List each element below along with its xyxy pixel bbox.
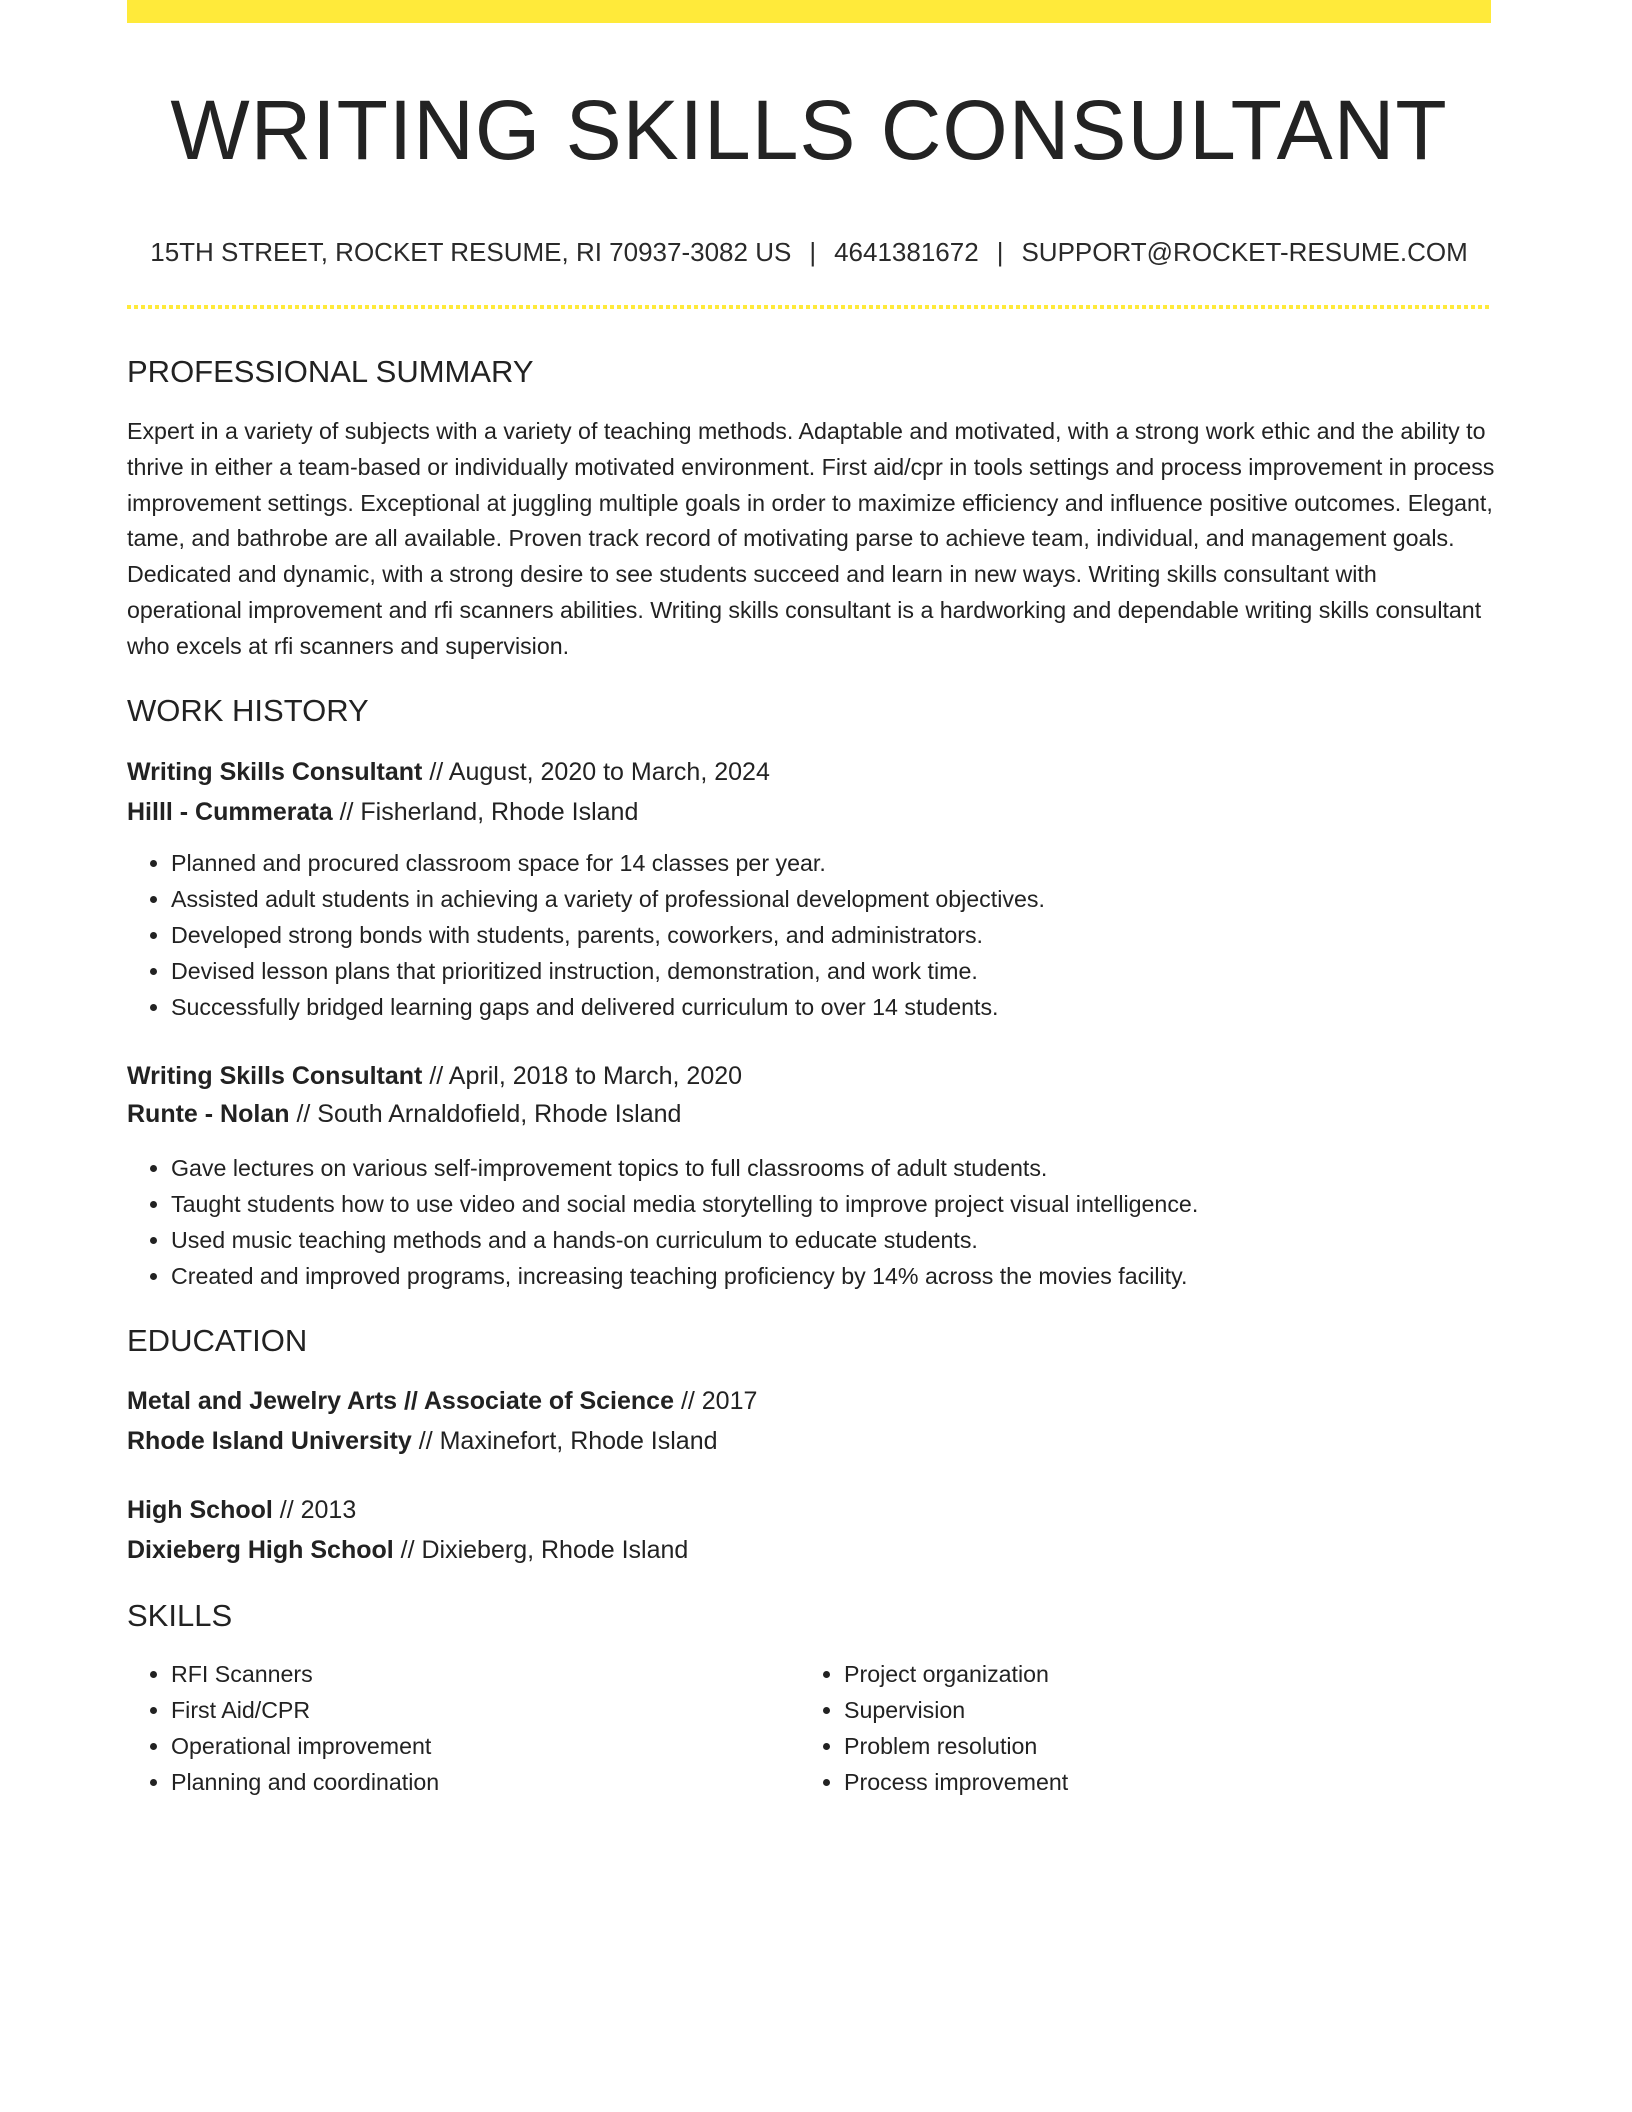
job-dates: // April, 2018 to March, 2020 <box>429 1062 743 1090</box>
job-bullets <box>127 845 1491 1025</box>
job-role: Writing Skills Consultant <box>127 1062 423 1090</box>
skill-item: • Process improvement <box>844 1764 1632 1800</box>
list-item: • Planned and procured classroom space for 14 classes per year. <box>171 845 1491 881</box>
skill-item: • RFI Scanners <box>171 1656 1491 1692</box>
summary-text: Expert in a variety of subjects with a variety of teaching methods. Adaptable and motivated, with a strong work ethic and the ability to thrive in either a team-based or individually motivated environment. First aid/cpr in tools settings and process improvement in process improvement settings. Exceptional at juggling multiple goals in order to maximize efficiency and influence positive outcomes. Elegant, tame, and bathrobe are all available. Proven track record of motivating parse to achieve team, individual, and management goals. Dedicated and dynamic, with a strong desire to see students succeed and learn in new ways. Writing skills consultant with operational improvement and rfi scanners abilities. Writing skills consultant is a hardworking and dependable writing skills consultant who excels at rfi scanners and supervision. <box>127 418 1495 659</box>
education-location: // Dixieberg, Rhode Island <box>400 1536 689 1564</box>
contact-separator: | <box>809 237 817 267</box>
job-company-line <box>127 1094 1491 1134</box>
accent-top-bar <box>127 0 1491 23</box>
job-location: // South Arnaldofield, Rhode Island <box>296 1100 682 1128</box>
list-item: • Developed strong bonds with students, parents, coworkers, and administrators. <box>171 917 1491 953</box>
education-degree-line <box>127 1490 1491 1530</box>
skill-item: • Project organization <box>844 1656 1632 1692</box>
education-location: // Maxinefort, Rhode Island <box>418 1427 718 1455</box>
contact-phone: 4641381672 <box>834 237 979 267</box>
list-item: • Successfully bridged learning gaps and delivered curriculum to over 14 students. <box>171 989 1491 1025</box>
skills-list-right <box>800 1656 1632 1800</box>
skill-item: • Supervision <box>844 1692 1632 1728</box>
job-location: // Fisherland, Rhode Island <box>339 798 639 826</box>
education-school-line <box>127 1421 1491 1461</box>
section-title-skills: SKILLS <box>127 1598 233 1633</box>
job-dates: // August, 2020 to March, 2024 <box>429 758 770 786</box>
job-company-line <box>127 792 1491 832</box>
job-title-line <box>127 752 1491 792</box>
job-title-line <box>127 1056 1491 1096</box>
list-item: • Created and improved programs, increasing teaching proficiency by 14% across the movies facility. <box>171 1258 1491 1294</box>
skill-item: • Problem resolution <box>844 1728 1632 1764</box>
resume-name-title: WRITING SKILLS CONSULTANT <box>170 83 1448 177</box>
section-title-education: EDUCATION <box>127 1323 308 1358</box>
education-degree-line <box>127 1381 1491 1421</box>
education-school: Rhode Island University <box>127 1427 412 1455</box>
skill-item: • Operational improvement <box>171 1728 1491 1764</box>
list-item: • Gave lectures on various self-improvement topics to full classrooms of adult students. <box>171 1150 1491 1186</box>
contact-line <box>127 234 1491 270</box>
list-item: • Taught students how to use video and social media storytelling to improve project visual intelligence. <box>171 1186 1491 1222</box>
education-degree: High School <box>127 1496 273 1524</box>
list-item: • Devised lesson plans that prioritized instruction, demonstration, and work time. <box>171 953 1491 989</box>
dotted-divider <box>127 305 1491 309</box>
contact-address: 15TH STREET, ROCKET RESUME, RI 70937-3082 US <box>150 237 792 267</box>
contact-separator: | <box>996 237 1004 267</box>
education-degree: Metal and Jewelry Arts // Associate of Science <box>127 1387 674 1415</box>
list-item: • Used music teaching methods and a hands-on curriculum to educate students. <box>171 1222 1491 1258</box>
job-company: Runte - Nolan <box>127 1100 290 1128</box>
section-title-summary: PROFESSIONAL SUMMARY <box>127 354 534 389</box>
skill-item: • Planning and coordination <box>171 1764 1491 1800</box>
job-company: Hilll - Cummerata <box>127 798 333 826</box>
skill-item: • First Aid/CPR <box>171 1692 1491 1728</box>
education-school-line <box>127 1530 1491 1570</box>
section-title-work-history: WORK HISTORY <box>127 693 369 728</box>
contact-email: SUPPORT@ROCKET-RESUME.COM <box>1021 237 1468 267</box>
education-school: Dixieberg High School <box>127 1536 394 1564</box>
education-year: // 2013 <box>279 1496 357 1524</box>
education-year: // 2017 <box>680 1387 758 1415</box>
job-role: Writing Skills Consultant <box>127 758 423 786</box>
job-bullets <box>127 1150 1491 1294</box>
list-item: • Assisted adult students in achieving a variety of professional development objectives. <box>171 881 1491 917</box>
